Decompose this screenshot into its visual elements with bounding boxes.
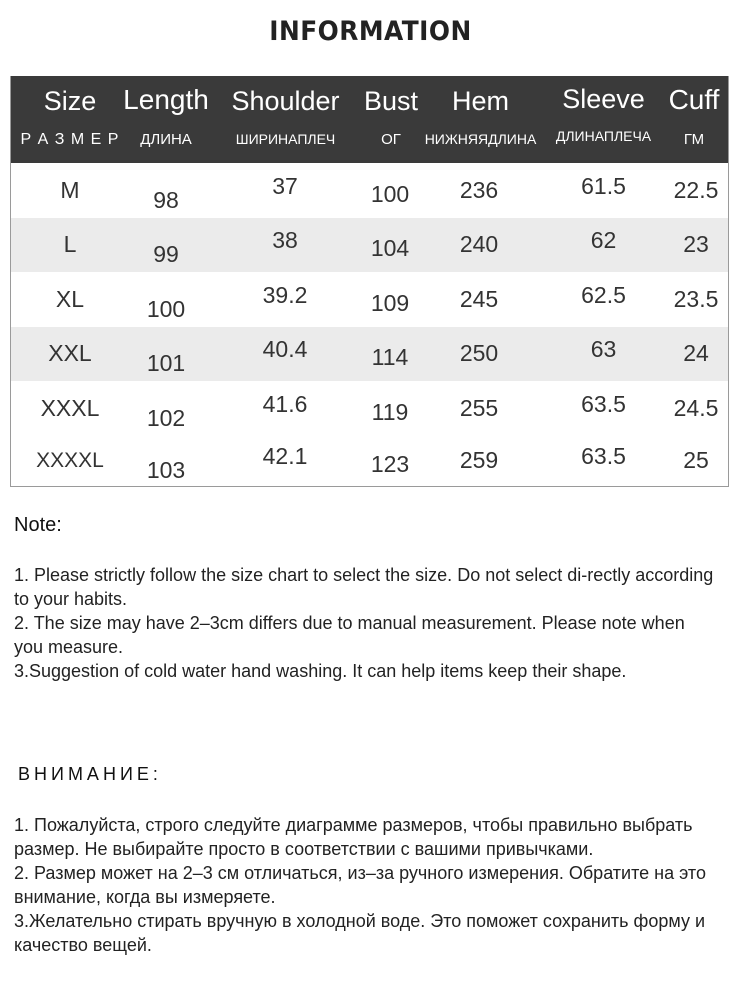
header-shoulder-ru: ШИРИНАПЛЕЧ xyxy=(235,131,336,147)
note-heading: Note: xyxy=(14,514,62,536)
cell-length: 99 xyxy=(153,241,179,268)
cell-cuff: 25 xyxy=(683,447,709,473)
cell-size: M xyxy=(60,176,80,203)
note-ru-item: 3.Желательно стирать вручную в холодной воде. Это поможет сохранить форму и качество вещей. xyxy=(14,911,706,955)
cell-cuff: 24.5 xyxy=(673,394,719,421)
note-item: 2. The size may have 2–3cm differs due to manual measurement. Please note when you measure. xyxy=(14,613,685,657)
table-row xyxy=(11,327,728,382)
note-ru-item: 2. Размер может на 2–3 см отличаться, из–за ручного измерения. Обратите на это внимание, когда вы измеряете. xyxy=(14,863,706,907)
cell-bust: 114 xyxy=(371,344,409,371)
cell-length: 102 xyxy=(146,404,186,431)
header-length xyxy=(111,76,221,163)
header-sleeve-ru: ДЛИНАПЛЕЧА xyxy=(555,128,652,144)
cell-shoulder: 41.6 xyxy=(262,390,308,417)
cell-length: 100 xyxy=(146,295,186,322)
cell-size: XXXXL xyxy=(36,448,104,472)
header-hem xyxy=(413,76,548,163)
header-hem-en: Hem xyxy=(451,86,509,116)
header-hem-ru: НИЖНЯЯДЛИНА xyxy=(424,131,537,147)
header-shoulder xyxy=(223,76,348,163)
table-row xyxy=(11,218,728,273)
cell-sleeve: 61.5 xyxy=(581,172,626,199)
cell-size: L xyxy=(63,231,77,258)
cell-size: XXL xyxy=(48,340,92,367)
cell-sleeve: 63.5 xyxy=(581,443,626,469)
header-cuff-ru: ГМ xyxy=(683,131,705,148)
table-row xyxy=(11,272,728,327)
header-size-en: Size xyxy=(43,86,97,116)
cell-hem: 259 xyxy=(459,447,499,473)
header-size-ru: Р А З М Е Р xyxy=(20,131,120,148)
cell-size: XXXL xyxy=(40,394,100,421)
table-row xyxy=(11,163,728,218)
header-length-ru: ДЛИНА xyxy=(140,131,192,148)
cell-shoulder: 40.4 xyxy=(262,336,308,363)
note-item: 1. Please strictly follow the size chart to select the size. Do not select di-rectly according to your habits. xyxy=(14,565,714,609)
header-sleeve-en: Sleeve xyxy=(562,84,645,114)
cell-hem: 236 xyxy=(459,176,499,203)
cell-bust: 100 xyxy=(370,180,410,207)
cell-size: XL xyxy=(55,285,85,312)
cell-sleeve: 63.5 xyxy=(581,390,626,417)
header-sleeve xyxy=(546,76,661,163)
cell-bust: 104 xyxy=(370,235,410,262)
header-bust-ru: ОГ xyxy=(381,131,401,148)
cell-hem: 245 xyxy=(459,285,499,312)
header-cuff-en: Cuff xyxy=(668,84,720,115)
header-shoulder-en: Shoulder xyxy=(231,86,340,116)
cell-length: 103 xyxy=(146,457,186,483)
cell-shoulder: 37 xyxy=(272,172,298,199)
table-row xyxy=(11,436,728,486)
table-header xyxy=(11,76,728,163)
header-bust-en: Bust xyxy=(363,86,419,116)
cell-shoulder: 39.2 xyxy=(262,281,308,308)
cell-shoulder: 42.1 xyxy=(262,443,308,469)
header-length-en: Length xyxy=(123,84,209,115)
cell-bust: 119 xyxy=(371,398,409,425)
cell-bust: 123 xyxy=(370,451,410,477)
table-row xyxy=(11,381,728,436)
note-ru-heading: ВНИМАНИЕ: xyxy=(18,764,162,784)
cell-cuff: 23.5 xyxy=(673,285,719,312)
page-title: INFORMATION xyxy=(269,16,472,47)
cell-length: 98 xyxy=(153,186,179,213)
cell-sleeve: 62 xyxy=(590,227,617,254)
cell-hem: 255 xyxy=(459,394,499,421)
cell-hem: 250 xyxy=(459,340,499,367)
note-ru-item: 1. Пожалуйста, строго следуйте диаграмме размеров, чтобы правильно выбрать размер. Не выбирайте просто в соответствии с вашими привычками. xyxy=(14,815,693,859)
cell-bust: 109 xyxy=(370,289,410,316)
cell-sleeve: 63 xyxy=(590,336,617,363)
note-ru-list xyxy=(14,813,729,957)
header-cuff xyxy=(661,76,727,163)
cell-cuff: 24 xyxy=(683,340,709,367)
note-list xyxy=(14,563,714,683)
cell-hem: 240 xyxy=(459,231,499,258)
cell-cuff: 22.5 xyxy=(673,176,719,203)
size-chart-table xyxy=(10,76,729,487)
cell-sleeve: 62.5 xyxy=(581,281,626,308)
cell-shoulder: 38 xyxy=(272,227,298,254)
cell-length: 101 xyxy=(146,350,186,377)
cell-cuff: 23 xyxy=(683,231,709,258)
note-item: 3.Suggestion of cold water hand washing. It can help items keep their shape. xyxy=(14,661,627,681)
